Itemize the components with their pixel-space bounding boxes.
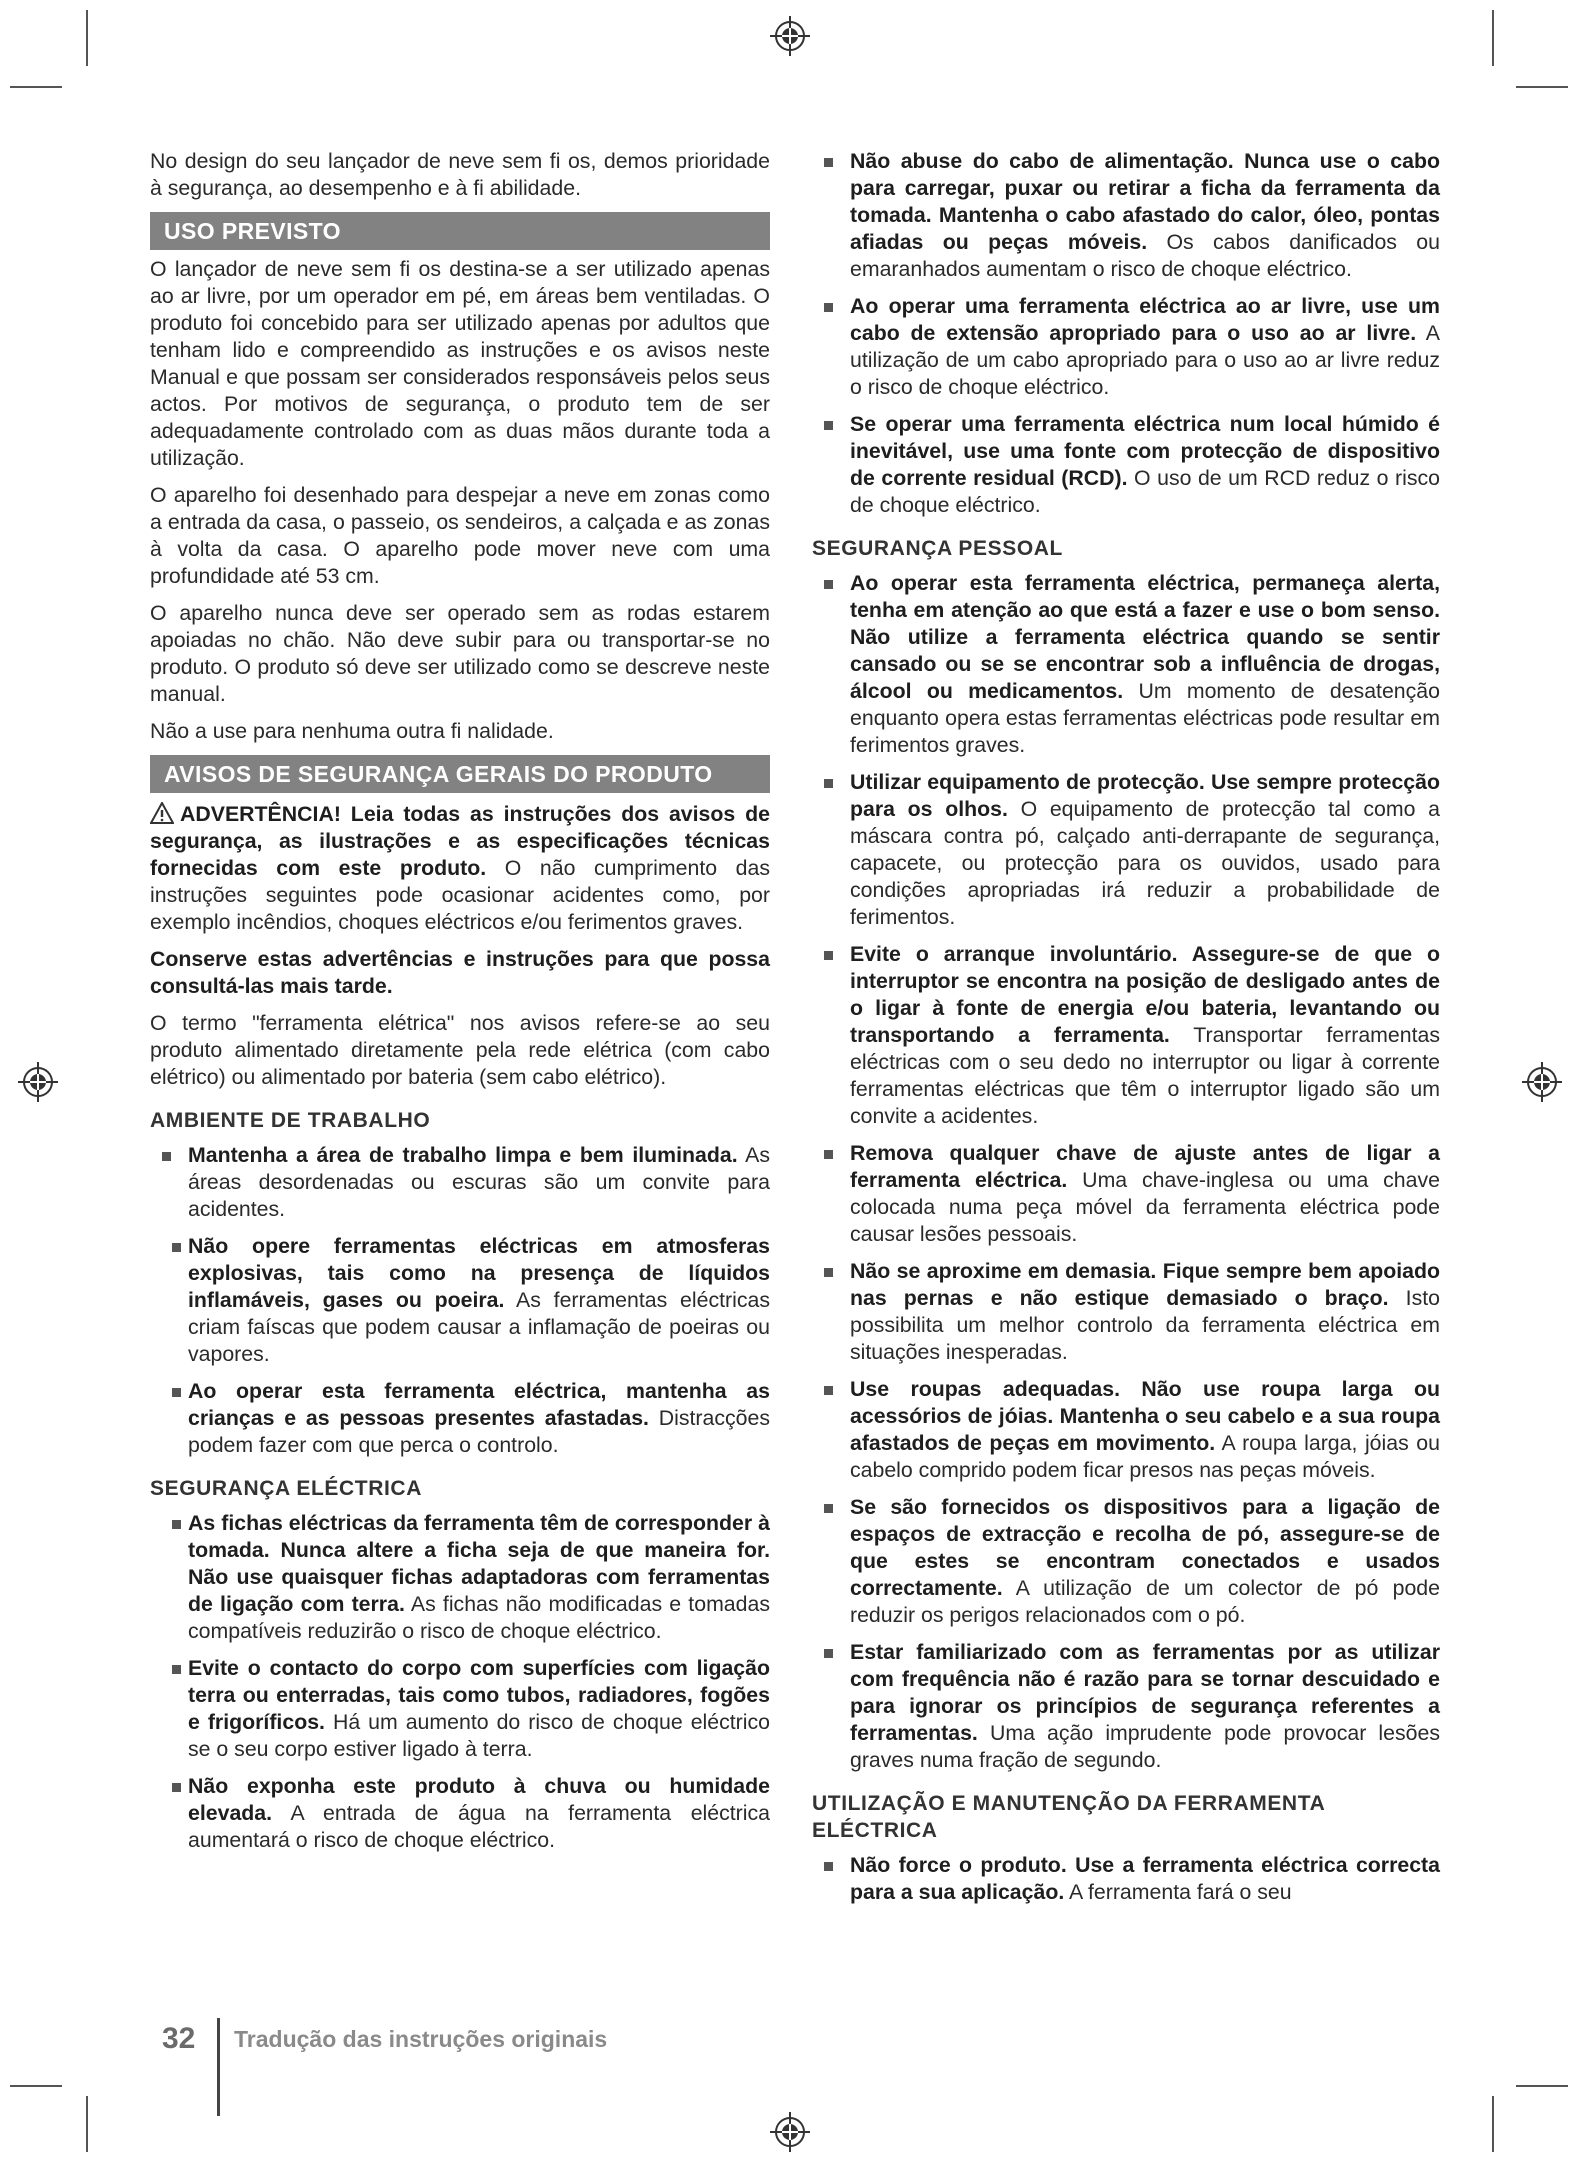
uso-paragraph: Não a use para nenhuma outra fi nalidade.	[150, 719, 554, 743]
conserve-text: Conserve estas advertências e instruções para que possa consultá-las mais tarde.	[150, 947, 770, 998]
crop-mark	[86, 10, 88, 66]
bullet-item	[812, 1639, 1440, 1774]
bullet-bold: Não opere ferramentas eléctricas em atmosferas explosivas, tais como na presença de líquidos inflamáveis, gases ou poeira.	[188, 1234, 770, 1312]
crop-mark	[10, 86, 62, 88]
bullet-text: Uma ação imprudente pode provocar lesões graves numa fração de segundo.	[850, 1721, 1440, 1772]
bullet-text: As fichas não modificadas e tomadas compatíveis reduzirão o risco de choque eléctrico.	[188, 1592, 770, 1643]
bullet-bold: Se são fornecidos os dispositivos para a ligação de espaços de extracção e recolha de pó, assegure-se de que estes se encontram conectados e usados correctamente.	[850, 1495, 1440, 1600]
bullet-square-icon	[824, 421, 833, 430]
bullet-bold: Não abuse do cabo de alimentação. Nunca use o cabo para carregar, puxar ou retirar a ficha da ferramenta da tomada. Mantenha o cabo afastado do calor, óleo, pontas afiadas ou peças móveis.	[850, 149, 1440, 254]
bullet-text: A roupa larga, jóias ou cabelo comprido podem ficar presos nas peças móveis.	[850, 1431, 1440, 1482]
bullet-item	[150, 1510, 770, 1645]
bullet-bold: Evite o contacto do corpo com superfícies com ligação terra ou enterradas, tais como tubos, radiadores, fogões e frigoríficos.	[188, 1656, 770, 1734]
crop-mark	[1492, 2096, 1494, 2152]
bullet-item	[150, 1142, 770, 1223]
bullet-square-icon	[824, 303, 833, 312]
bullet-text: Transportar ferramentas eléctricas com o seu dedo no interruptor ou ligar à corrente ferramentas eléctricas que têm o interruptor ligado são um convite a acidentes.	[850, 1023, 1441, 1128]
bullet-text: Um momento de desatenção enquanto opera estas ferramentas eléctricas pode resultar em ferimentos graves.	[850, 679, 1440, 757]
bullet-square-icon	[162, 1152, 171, 1161]
bullet-item	[812, 1852, 1440, 1906]
warning-bold-text: ADVERTÊNCIA! Leia todas as instruções dos avisos de segurança, as ilustrações e as especificações técnicas fornecidas com este produto.	[150, 802, 770, 880]
bullet-square-icon	[824, 580, 833, 589]
bullet-bold: Ao operar esta ferramenta eléctrica, permaneça alerta, tenha em atenção ao que está a fazer e use o bom senso. Não utilize a ferramenta eléctrica quando se sentir cansado ou se se encontrar sob a influência de drogas, álcool ou medicamentos.	[850, 571, 1440, 703]
bullet-square-icon	[824, 1649, 833, 1658]
bullet-text: Há um aumento do risco de choque eléctrico se o seu corpo estiver ligado à terra.	[188, 1710, 770, 1761]
bullet-text: A entrada de água na ferramenta eléctrica aumentará o risco de choque eléctrico.	[188, 1801, 770, 1852]
bullet-bold: As fichas eléctricas da ferramenta têm de corresponder à tomada. Nunca altere a ficha seja de que maneira for. Não use quaisquer fichas adaptadoras com ferramentas de ligação com terra.	[188, 1511, 770, 1616]
footer-text: Tradução das instruções originais	[234, 2026, 608, 2052]
bullet-item	[150, 1378, 770, 1459]
bullet-square-icon	[824, 1386, 833, 1395]
bullet-item	[812, 1494, 1440, 1629]
bullet-bold: Não se aproxime em demasia. Fique sempre bem apoiado nas pernas e não estique demasiado o braço.	[850, 1259, 1440, 1310]
bullet-square-icon	[172, 1520, 181, 1529]
bullet-square-icon	[172, 1388, 181, 1397]
bullet-square-icon	[824, 1504, 833, 1513]
bullet-bold: Não force o produto. Use a ferramenta eléctrica correcta para a sua aplicação.	[850, 1853, 1440, 1904]
crop-mark	[1516, 2085, 1568, 2087]
bullet-item	[150, 1773, 770, 1854]
bullet-bold: Estar familiarizado com as ferramentas por as utilizar com frequência não é razão para se tornar descuidado e para ignorar os princípios de segurança referentes a ferramentas.	[850, 1640, 1440, 1745]
bullet-text: A utilização de um colector de pó pode reduzir os perigos relacionados com o pó.	[850, 1576, 1440, 1627]
warning-text: O não cumprimento das instruções seguintes pode ocasionar acidentes como, por exemplo incêndios, choques eléctricos e/ou ferimentos graves.	[150, 856, 770, 934]
bullet-item	[812, 941, 1440, 1130]
warning-paragraph	[150, 801, 770, 936]
crop-mark	[10, 2085, 62, 2087]
crop-mark	[86, 2096, 88, 2152]
subheading-ambiente: AMBIENTE DE TRABALHO	[150, 1109, 431, 1132]
bullet-item	[812, 1258, 1440, 1366]
bullet-bold: Não exponha este produto à chuva ou humidade elevada.	[188, 1774, 770, 1825]
termo-paragraph: O termo "ferramenta elétrica" nos avisos refere-se ao seu produto alimentado diretamente pela rede elétrica (com cabo elétrico) ou alimentado por bateria (sem cabo elétrico).	[150, 1011, 770, 1089]
section-banner-avisos: AVISOS DE SEGURANÇA GERAIS DO PRODUTO	[150, 755, 770, 793]
bullet-text: Os cabos danificados ou emaranhados aumentam o risco de choque eléctrico.	[850, 230, 1440, 281]
registration-mark-icon	[1520, 1060, 1564, 1104]
page-number: 32	[162, 2022, 196, 2055]
bullet-item	[812, 1376, 1440, 1484]
bullet-text: As áreas desordenadas ou escuras são um convite para acidentes.	[188, 1143, 770, 1221]
registration-mark-icon	[16, 1060, 60, 1104]
bullet-item	[150, 1655, 770, 1763]
bullet-text: O equipamento de protecção tal como a máscara contra pó, calçado anti-derrapante de segurança, capacete, ou protecção para os ouvidos, usado para condições apropriadas irá reduzir a probabilidade de ferimentos.	[850, 797, 1440, 929]
bullet-square-icon	[172, 1243, 181, 1252]
bullet-item	[812, 293, 1440, 401]
bullet-square-icon	[824, 779, 833, 788]
intro-paragraph: No design do seu lançador de neve sem fi os, demos prioridade à segurança, ao desempenho e à fi abilidade.	[150, 149, 770, 200]
bullet-text: Uma chave-inglesa ou uma chave colocada numa peça móvel da ferramenta eléctrica pode causar lesões pessoais.	[850, 1168, 1440, 1246]
bullet-item	[150, 1233, 770, 1368]
bullet-square-icon	[824, 1150, 833, 1159]
crop-mark	[1516, 86, 1568, 88]
conserve-paragraph	[150, 946, 770, 1000]
bullet-square-icon	[824, 158, 833, 167]
section-banner-uso-previsto: USO PREVISTO	[150, 212, 770, 250]
bullet-square-icon	[824, 951, 833, 960]
bullet-text: As ferramentas eléctricas criam faíscas que podem causar a inflamação de poeiras ou vapores.	[188, 1288, 770, 1366]
bullet-bold: Utilizar equipamento de protecção. Use sempre protecção para os olhos.	[850, 770, 1440, 821]
subheading-utilizacao: UTILIZAÇÃO E MANUTENÇÃO DA FERRAMENTA ELÉCTRICA	[812, 1792, 1325, 1842]
bullet-square-icon	[824, 1268, 833, 1277]
bullet-item	[812, 411, 1440, 519]
bullet-item	[812, 148, 1440, 283]
crop-mark	[1492, 10, 1494, 66]
warning-triangle-icon	[150, 802, 174, 824]
bullet-text: O uso de um RCD reduz o risco de choque eléctrico.	[850, 466, 1440, 517]
bullet-text: A utilização de um cabo apropriado para o uso ao ar livre reduz o risco de choque eléctrico.	[850, 321, 1440, 399]
uso-paragraph: O lançador de neve sem fi os destina-se a ser utilizado apenas ao ar livre, por um operador em pé, em áreas bem ventiladas. O produto foi concebido para ser utilizado apenas por adultos que tenham lido e compreendido as instruções e os avisos neste Manual e que possam ser considerados responsáveis pelos seus actos. Por motivos de segurança, o produto tem de ser adequadamente controlado com as duas mãos durante toda a utilização.	[150, 257, 770, 470]
bullet-bold: Ao operar uma ferramenta eléctrica ao ar livre, use um cabo de extensão apropriado para o uso ao ar livre.	[850, 294, 1440, 345]
bullet-bold: Se operar uma ferramenta eléctrica num local húmido é inevitável, use uma fonte com protecção de dispositivo de corrente residual (RCD).	[850, 412, 1440, 490]
bullet-text: A ferramenta fará o seu	[1064, 1880, 1292, 1904]
bullet-item	[812, 1140, 1440, 1248]
bullet-bold: Ao operar esta ferramenta eléctrica, mantenha as crianças e as pessoas presentes afastadas.	[188, 1379, 770, 1430]
registration-mark-icon	[768, 14, 812, 58]
subheading-seguranca-pessoal: SEGURANÇA PESSOAL	[812, 537, 1063, 560]
footer-divider	[217, 2018, 220, 2116]
bullet-bold: Remova qualquer chave de ajuste antes de ligar a ferramenta eléctrica.	[850, 1141, 1440, 1192]
bullet-bold: Evite o arranque involuntário. Assegure-se de que o interruptor se encontra na posição de desligado antes de o ligar à fonte de energia e/ou bateria, levantando ou transportando a ferramenta.	[850, 942, 1440, 1047]
bullet-text: Isto possibilita um melhor controlo da ferramenta eléctrica em situações inesperadas.	[850, 1286, 1440, 1364]
bullet-square-icon	[172, 1783, 181, 1792]
bullet-item	[812, 570, 1440, 759]
bullet-bold: Use roupas adequadas. Não use roupa larga ou acessórios de jóias. Mantenha o seu cabelo e a sua roupa afastados de peças em movimento.	[850, 1377, 1440, 1455]
bullet-square-icon	[172, 1665, 181, 1674]
bullet-text: Distracções podem fazer com que perca o controlo.	[188, 1406, 770, 1457]
uso-paragraph: O aparelho foi desenhado para despejar a neve em zonas como a entrada da casa, o passeio, os sendeiros, a calçada e as zonas à volta da casa. O aparelho pode mover neve com uma profundidade até 53 cm.	[150, 483, 770, 588]
subheading-seguranca-electrica: SEGURANÇA ELÉCTRICA	[150, 1477, 422, 1500]
uso-paragraph: O aparelho nunca deve ser operado sem as rodas estarem apoiadas no chão. Não deve subir para ou transportar-se no produto. O produto só deve ser utilizado como se descreve neste manual.	[150, 601, 770, 706]
bullet-bold: Mantenha a área de trabalho limpa e bem iluminada.	[188, 1143, 738, 1167]
right-column	[812, 148, 1440, 1916]
bullet-square-icon	[824, 1862, 833, 1871]
left-column	[150, 148, 770, 1864]
registration-mark-icon	[768, 2110, 812, 2154]
bullet-item	[812, 769, 1440, 931]
